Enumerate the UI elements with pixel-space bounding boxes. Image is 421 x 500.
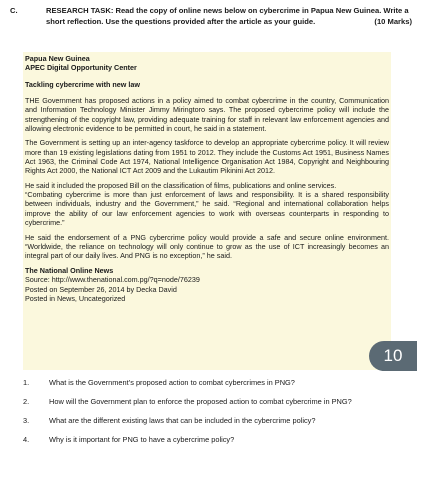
posted-on: Posted on September 26, 2014 by Decka David <box>25 284 177 294</box>
task-text-block <box>46 6 412 27</box>
task-marks: (10 Marks) <box>374 16 412 26</box>
article-paragraph: He said it included the proposed Bill on the classification of films, publications and online services. <box>25 180 337 190</box>
question-item <box>23 435 399 445</box>
question-number: 4. <box>23 435 30 444</box>
article-source <box>25 266 389 304</box>
article-paragraph: He said the endorsement of a PNG cybercrime policy would provide a safe and secure online environment. “Worldwide, the reliance on technology will only continue to grow as the use of ICT increasingly becomes an integral part of our daily lives. And PNG is no exception,” he said. <box>25 232 389 261</box>
article-org-line2: APEC Digital Opportunity Center <box>25 63 137 73</box>
research-task-instruction <box>10 6 412 27</box>
posted-in: Posted in News, Uncategorized <box>25 294 126 304</box>
task-text: RESEARCH TASK: Read the copy of online news below on cybercrime in Papua New Guinea. Write a short reflection. Use the questions provided after the article as your guide. <box>46 6 409 26</box>
article-headline: Tackling cybercrime with new law <box>25 79 140 89</box>
news-article <box>23 52 391 370</box>
source-title: The National Online News <box>25 265 114 275</box>
section-letter: C. <box>10 6 18 15</box>
source-url: Source: http://www.thenational.com.pg/?q=node/76239 <box>25 275 200 285</box>
question-text: How will the Government plan to enforce the proposed action to combat cybercrime in PNG? <box>49 397 352 406</box>
question-number: 3. <box>23 416 30 425</box>
question-text: What are the different existing laws that can be included in the cybercrime policy? <box>49 416 316 425</box>
question-item <box>23 416 399 426</box>
article-paragraph: The Government is setting up an inter-agency taskforce to develop an appropriate cybercrime policy. It will review more than 19 existing legislations dating from 1951 to 2012. They include the Customs Act 1951, Business Names Act 1963, the Criminal Code Act 1974, National Intelligence Organisation Act 1984, Copyright and Neighbouring Rights Act 2000, the National ICT Act 2009 and the Lukautim Pikinini Act 2012. <box>25 138 389 176</box>
question-text: Why is it important for PNG to have a cybercrime policy? <box>49 435 235 444</box>
question-item <box>23 397 399 407</box>
question-item <box>23 378 399 388</box>
reflection-questions <box>23 378 399 454</box>
question-number: 1. <box>23 378 30 387</box>
article-org-line1: Papua New Guinea <box>25 54 90 63</box>
article-quote-paragraph: “Combating cybercrime is more than just enforcement of laws and responsibility. It is a shared responsibility between individuals, industry and the Government,” he said. “Regional and international collaboration helps improve the ability of our law enforcement agencies to work with overseas counterparts in responding to cybercrime.” <box>25 190 389 228</box>
article-paragraph: THE Government has proposed actions in a policy aimed to combat cybercrime in the country, Communication and Information Technology Minister Jimmy Miringtoro says. The proposed cybercrime policy will include the strengthening of the copyright law, providing adequate training for staff in relevant law enforcement agencies and allowing electronic evidence to be permitted in court, he said in a statement. <box>25 96 389 134</box>
page-number-badge: 10 <box>369 341 417 371</box>
question-number: 2. <box>23 397 30 406</box>
question-text: What is the Government’s proposed action to combat cybercrimes in PNG? <box>49 378 295 387</box>
